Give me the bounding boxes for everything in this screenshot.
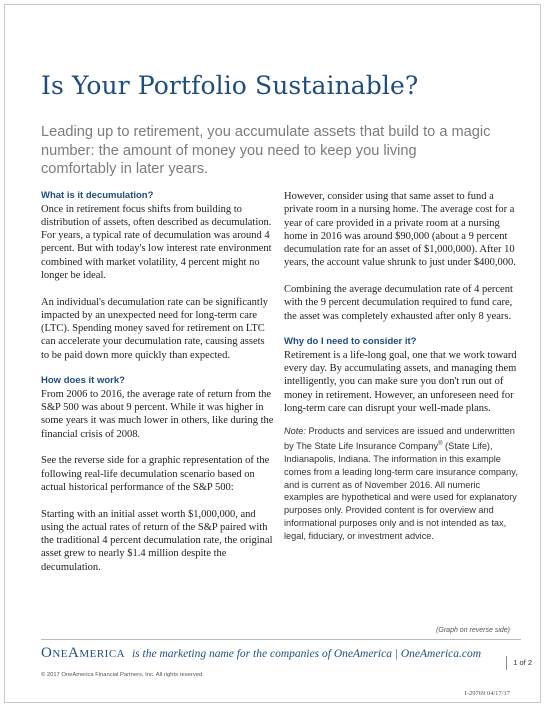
heading-how-it-works: How does it work? — [41, 375, 125, 387]
paragraph-retirement-goal: Retirement is a life-long goal, one that we work toward every day. By accumulating assets, and managing them intelligently, you can make sure you don't run out of money in retirement. However, an unforeseen need for long-term care can disrupt your well-made plans. — [284, 349, 517, 414]
graph-reverse-note: (Graph on reverse side) — [436, 627, 510, 634]
form-number: I-29769 04/17/17 — [464, 690, 510, 697]
footer-brand — [41, 645, 482, 662]
note-text-2: (State Life), Indianapolis, Indiana. The information in this example comes from a leading long-term care insurance company, and is current as of November 2016. All numeric examples are hypothetical and were used for explanatory purposes only. Provided content is for overview and informational purposes only and is not intended as tax, legal, fiduciary, or investment advice. — [284, 441, 518, 541]
paragraph-decumulation: Once in retirement focus shifts from building to distribution of assets, often described as decumulation. For years, a typical rate of decumulation was around 4 percent. But with today's low interest rate environment combined with market volatility, 4 percent might no longer be ideal. — [41, 203, 272, 281]
left-column — [41, 190, 275, 587]
heading-why-consider: Why do I need to consider it? — [284, 336, 417, 348]
brand-tagline: is the marketing name for the companies of OneAmerica | OneAmerica.com — [131, 648, 482, 660]
disclaimer-note — [284, 425, 518, 542]
registered-mark: ® — [438, 441, 443, 448]
paragraph-combined-rate: Combining the average decumulation rate of 4 percent with the 9 percent decumulation required to fund care, the asset was completely exhausted after only 8 years. — [284, 284, 513, 322]
note-label: Note: — [284, 426, 306, 437]
copyright-text: © 2017 OneAmerica Financial Partners, Inc. All rights reserved. — [41, 672, 204, 678]
right-column — [284, 190, 518, 542]
oneamerica-logo: OneAmerica — [41, 645, 126, 661]
heading-decumulation: What is it decumulation? — [41, 190, 154, 201]
footer-divider — [41, 639, 521, 640]
intro-paragraph: Leading up to retirement, you accumulate assets that build to a magic number: the amount of money you need to keep you living comfortably in later years. — [41, 124, 491, 177]
document-page — [4, 4, 541, 703]
paragraph-scenario: Starting with an initial asset worth $1,000,000, and using the actual rates of return of the S&P paired with the traditional 4 percent decumulation rate, the original asset grew to nearly $1.4 million despite the decumulation. — [41, 508, 273, 573]
paragraph-sp500: From 2006 to 2016, the average rate of return from the S&P 500 was about 9 percent. While it was higher in some years it was much lower in others, like during the financial crisis of 2008. — [41, 388, 274, 440]
paragraph-nursing-home: However, consider using that same asset to fund a private room in a nursing home. The average cost for a year of care provided in a private room at a nursing home in 2016 was around $90,000 (about a 9 percent decumulation rate for an asset of $1,000,000). After 10 years, the account value shrunk to just under $400,000. — [284, 191, 516, 269]
note-text-1: Products and services are issued and underwritten by The State Life Insurance Company — [284, 426, 515, 452]
page-title: Is Your Portfolio Sustainable? — [41, 71, 419, 100]
paragraph-reverse-side: See the reverse side for a graphic representation of the following real-life decumulation scenario based on actual historical performance of the S&P 500: — [41, 455, 270, 493]
paragraph-ltc: An individual's decumulation rate can be significantly impacted by an unexpected need for long-term care (LTC). Spending money saved for retirement on LTC can accelerate your decumulation rate, causing assets to be paid down more quickly than expected. — [41, 296, 268, 361]
page-number: 1 of 2 — [506, 656, 532, 670]
